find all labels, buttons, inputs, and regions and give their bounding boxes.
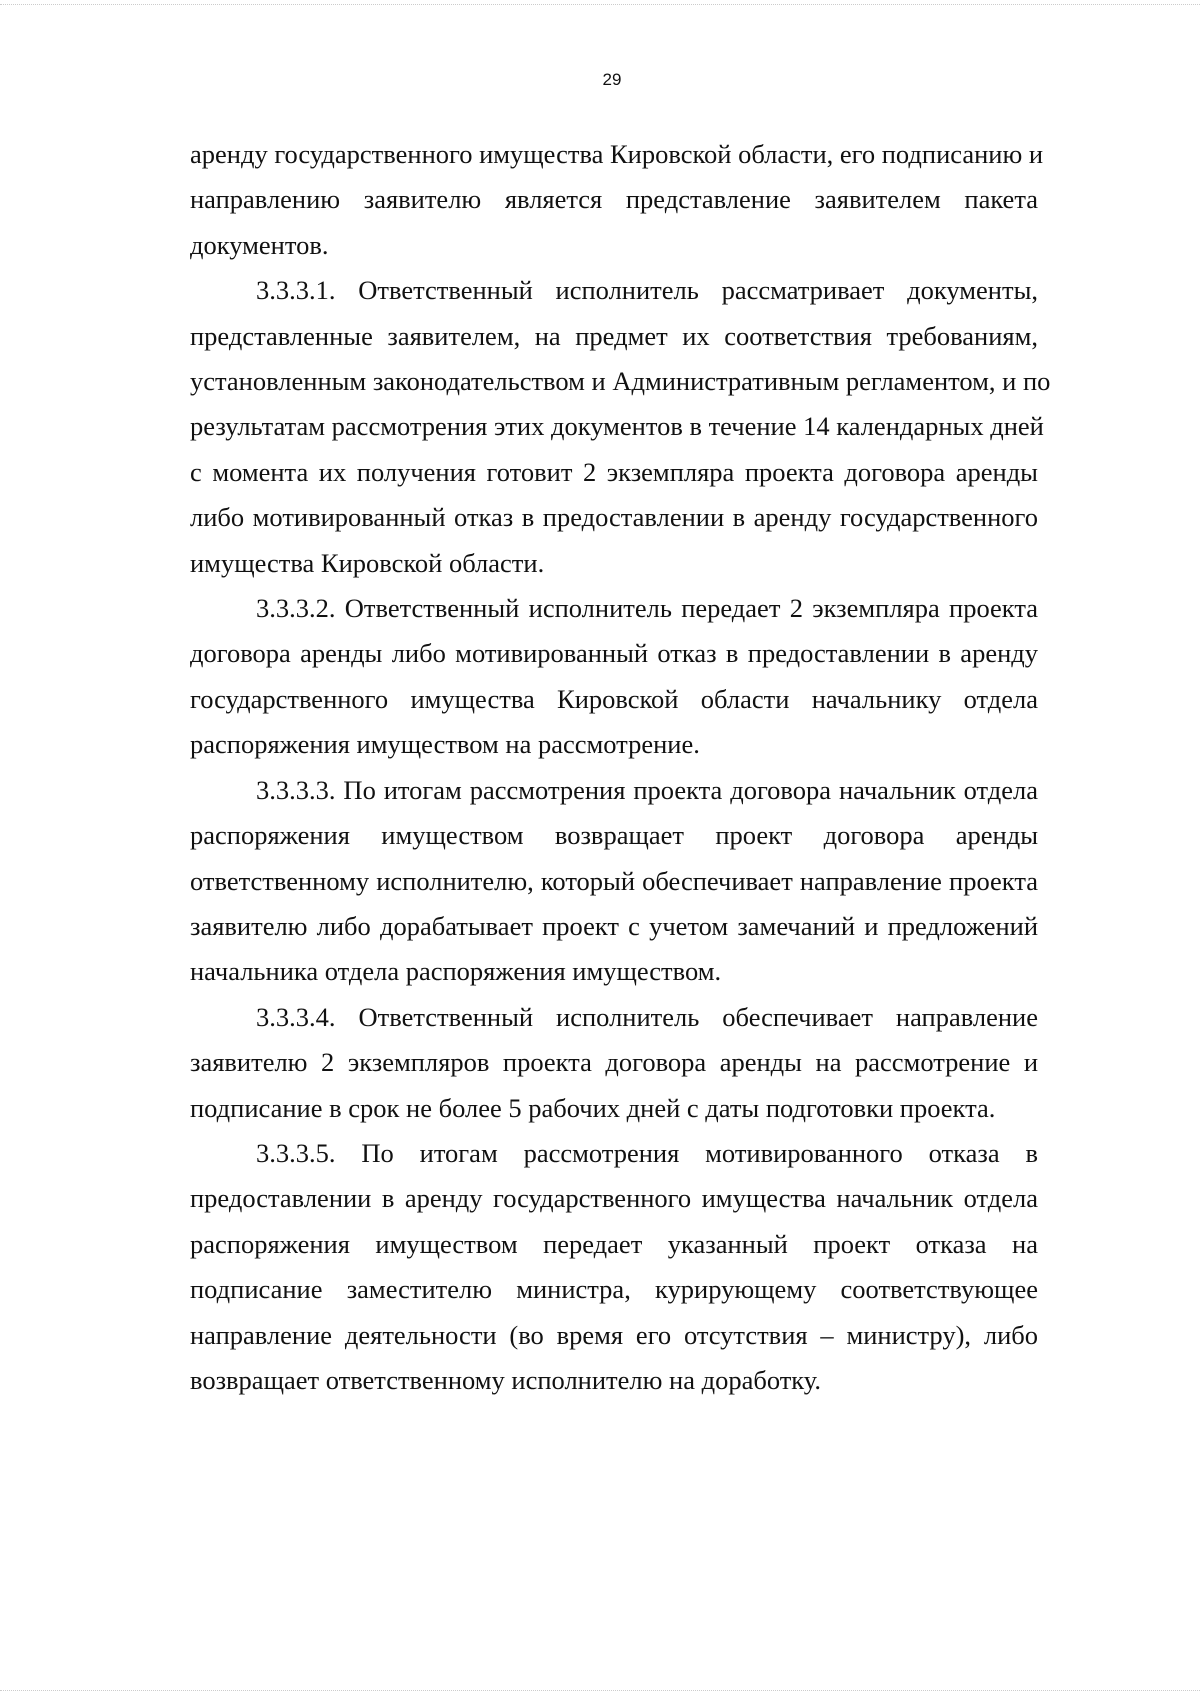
text-line: результатам рассмотрения этих документов в течение 14 календарных дней xyxy=(190,411,1044,442)
text-line: ответственному исполнителю, который обеспечивает направление проекта xyxy=(190,865,1038,896)
scan-edge-top xyxy=(0,4,1200,5)
paragraph xyxy=(190,1131,1038,1403)
text-line: предоставлении в аренду государственного имущества начальник отдела xyxy=(190,1183,1038,1214)
page-number: 29 xyxy=(602,70,622,89)
text-line: имущества Кировской области. xyxy=(190,547,545,578)
text-line: распоряжения имуществом возвращает проект договора аренды xyxy=(190,820,1038,851)
text-line: документов. xyxy=(190,229,329,260)
text-line: распоряжения имуществом передает указанный проект отказа на xyxy=(190,1228,1038,1259)
text-line: 3.3.3.4. Ответственный исполнитель обеспечивает направление xyxy=(256,1001,1038,1032)
text-line: представленные заявителем, на предмет их соответствия требованиям, xyxy=(190,320,1038,351)
scan-edge-bottom xyxy=(0,1690,1200,1691)
text-line: договора аренды либо мотивированный отказ в предоставлении в аренду xyxy=(190,638,1038,669)
paragraph xyxy=(190,768,1038,995)
text-line: аренду государственного имущества Кировской области, его подписанию и xyxy=(190,139,1044,169)
text-line: начальника отдела распоряжения имуществом. xyxy=(190,956,722,987)
paragraph xyxy=(190,132,1044,268)
paragraph xyxy=(190,586,1038,768)
text-line: установленным законодательством и Административным регламентом, и по xyxy=(190,366,1051,397)
document-body xyxy=(190,132,1051,1403)
text-line: 3.3.3.1. Ответственный исполнитель рассматривает документы, xyxy=(256,275,1038,306)
text-line: государственного имущества Кировской области начальнику отдела xyxy=(190,683,1038,714)
text-line: возвращает ответственному исполнителю на доработку. xyxy=(190,1364,822,1395)
text-line: с момента их получения готовит 2 экземпляра проекта договора аренды xyxy=(190,456,1038,487)
text-line: либо мотивированный отказ в предоставлении в аренду государственного xyxy=(190,502,1038,533)
text-line: 3.3.3.3. По итогам рассмотрения проекта договора начальник отдела xyxy=(256,774,1038,805)
text-line: распоряжения имуществом на рассмотрение. xyxy=(190,729,700,760)
text-line: направлению заявителю является представление заявителем пакета xyxy=(190,184,1038,215)
text-line: 3.3.3.2. Ответственный исполнитель передает 2 экземпляра проекта xyxy=(256,593,1038,624)
text-line: подписание заместителю министра, курирующему соответствующее xyxy=(190,1274,1038,1305)
paragraph xyxy=(190,995,1038,1131)
text-line: 3.3.3.5. По итогам рассмотрения мотивированного отказа в xyxy=(256,1137,1038,1168)
text-line: заявителю 2 экземпляров проекта договора аренды на рассмотрение и xyxy=(190,1047,1038,1078)
paragraph xyxy=(190,268,1051,586)
text-line: подписание в срок не более 5 рабочих дней с даты подготовки проекта. xyxy=(190,1092,996,1123)
text-line: направление деятельности (во время его отсутствия – министру), либо xyxy=(190,1319,1038,1350)
text-line: заявителю либо дорабатывает проект с учетом замечаний и предложений xyxy=(190,910,1038,941)
